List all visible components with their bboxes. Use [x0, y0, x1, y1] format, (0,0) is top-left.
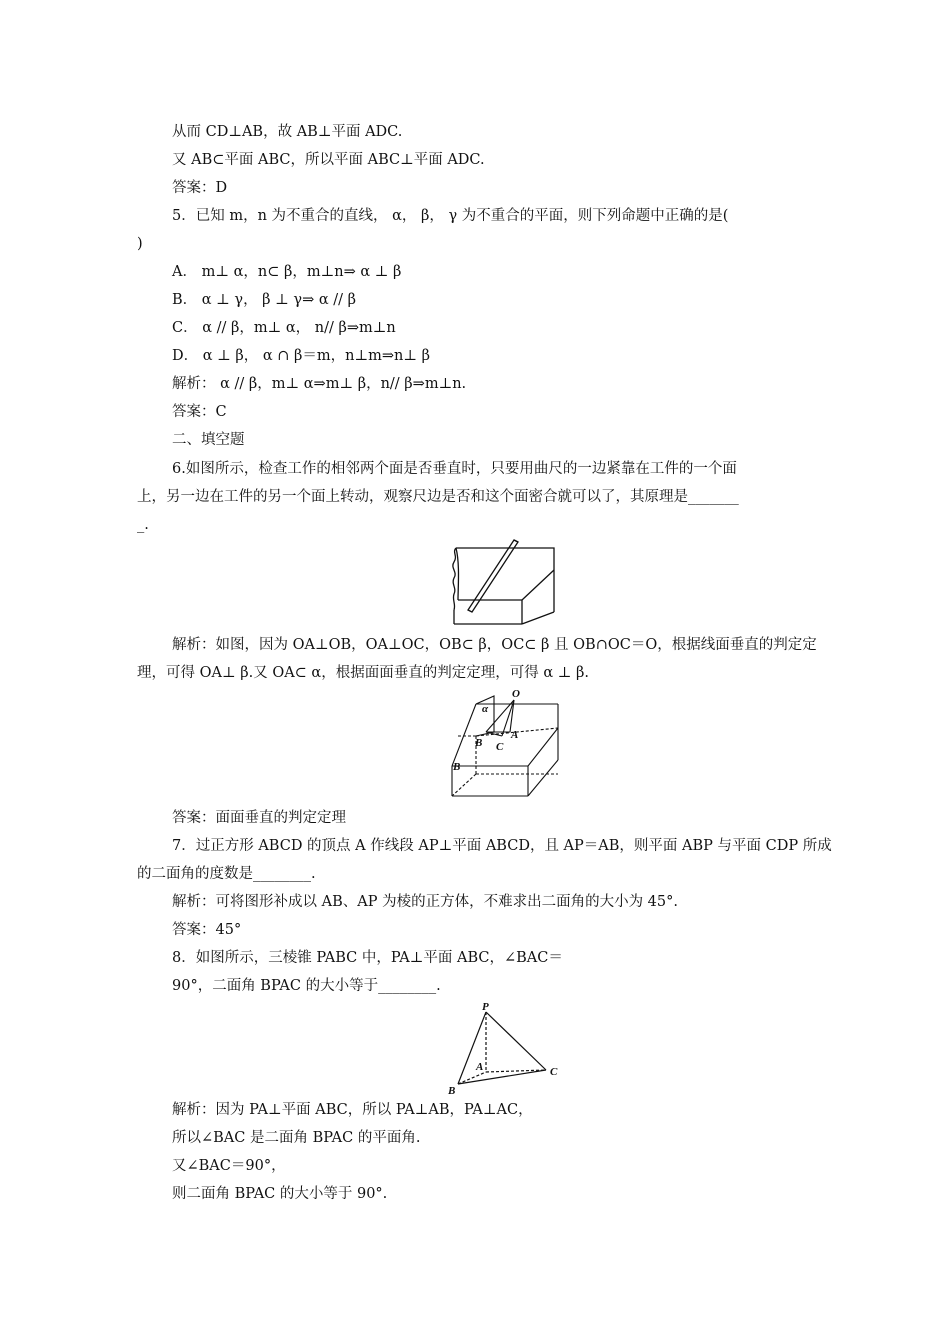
line-13: 6.如图所示，检查工作的相邻两个面是否垂直时，只要用曲尺的一边紧靠在工件的一个面 — [172, 461, 737, 477]
line-20: 的二面角的度数是________. — [137, 866, 316, 882]
line-9: D． α ⊥ β， α ∩ β＝m，n⊥m⇒n⊥ β — [172, 348, 431, 364]
perpendicular-planes-figure — [446, 688, 562, 800]
line-27: 又∠BAC＝90°， — [172, 1158, 286, 1174]
point-A-label: A — [511, 729, 519, 741]
line-12: 二、填空题 — [172, 432, 245, 448]
line-28: 则二面角 BPAC 的大小等于 90°. — [172, 1186, 388, 1202]
line-11: 答案：C — [172, 404, 227, 420]
line-18: 答案：面面垂直的判定定理 — [172, 810, 346, 826]
alpha-label: α — [482, 703, 489, 715]
line-17: 理，可得 OA⊥ β.又 OA⊂ α，根据面面垂直的判定定理，可得 α ⊥ β. — [137, 665, 589, 681]
point-P-label: P — [482, 1001, 489, 1013]
point-C-label: C — [496, 741, 504, 753]
point-A-label: A — [476, 1061, 484, 1073]
line-1: 从而 CD⊥AB，故 AB⊥平面 ADC. — [172, 124, 403, 140]
line-3: 答案：D — [172, 180, 228, 196]
tetrahedron-figure — [442, 1000, 568, 1096]
line-22: 答案：45° — [172, 922, 242, 938]
line-14: 上，另一边在工件的另一个面上转动，观察尺边是否和这个面密合就可以了，其原理是_______ — [137, 489, 739, 505]
workpiece-figure — [446, 538, 564, 630]
line-16: 解析：如图，因为 OA⊥OB，OA⊥OC，OB⊂ β，OC⊂ β 且 OB∩OC＝O，根据线面垂直的判定定 — [172, 637, 817, 653]
point-C-label: C — [550, 1066, 558, 1078]
line-8: C． α // β，m⊥ α， n// β⇒m⊥n — [172, 320, 396, 336]
line-15: _. — [137, 517, 149, 533]
line-2: 又 AB⊂平面 ABC，所以平面 ABC⊥平面 ADC. — [172, 152, 485, 168]
line-24: 90°，二面角 BPAC 的大小等于________. — [172, 978, 441, 994]
line-5: ) — [137, 236, 143, 252]
point-B-upper-label: B — [475, 737, 483, 749]
line-21: 解析：可将图形补成以 AB、AP 为棱的正方体，不难求出二面角的大小为 45°. — [172, 894, 678, 910]
line-26: 所以∠BAC 是二面角 BPAC 的平面角. — [172, 1130, 421, 1146]
line-23: 8．如图所示，三棱锥 PABC 中，PA⊥平面 ABC，∠BAC＝ — [172, 950, 563, 966]
line-7: B． α ⊥ γ， β ⊥ γ⇒ α // β — [172, 292, 357, 308]
point-O-label: O — [512, 688, 520, 700]
line-4: 5．已知 m，n 为不重合的直线， α， β， γ 为不重合的平面，则下列命题中正确的是( — [172, 208, 729, 224]
line-25: 解析：因为 PA⊥平面 ABC，所以 PA⊥AB，PA⊥AC， — [172, 1102, 533, 1118]
point-B-label: B — [448, 1085, 456, 1096]
point-B-lower-label: B — [453, 761, 461, 773]
line-6: A． m⊥ α，n⊂ β，m⊥n⇒ α ⊥ β — [172, 264, 402, 280]
line-19: 7．过正方形 ABCD 的顶点 A 作线段 AP⊥平面 ABCD，且 AP＝AB，则平面 ABP 与平面 CDP 所成 — [172, 838, 832, 854]
line-10: 解析： α // β，m⊥ α⇒m⊥ β，n// β⇒m⊥n. — [172, 376, 467, 392]
